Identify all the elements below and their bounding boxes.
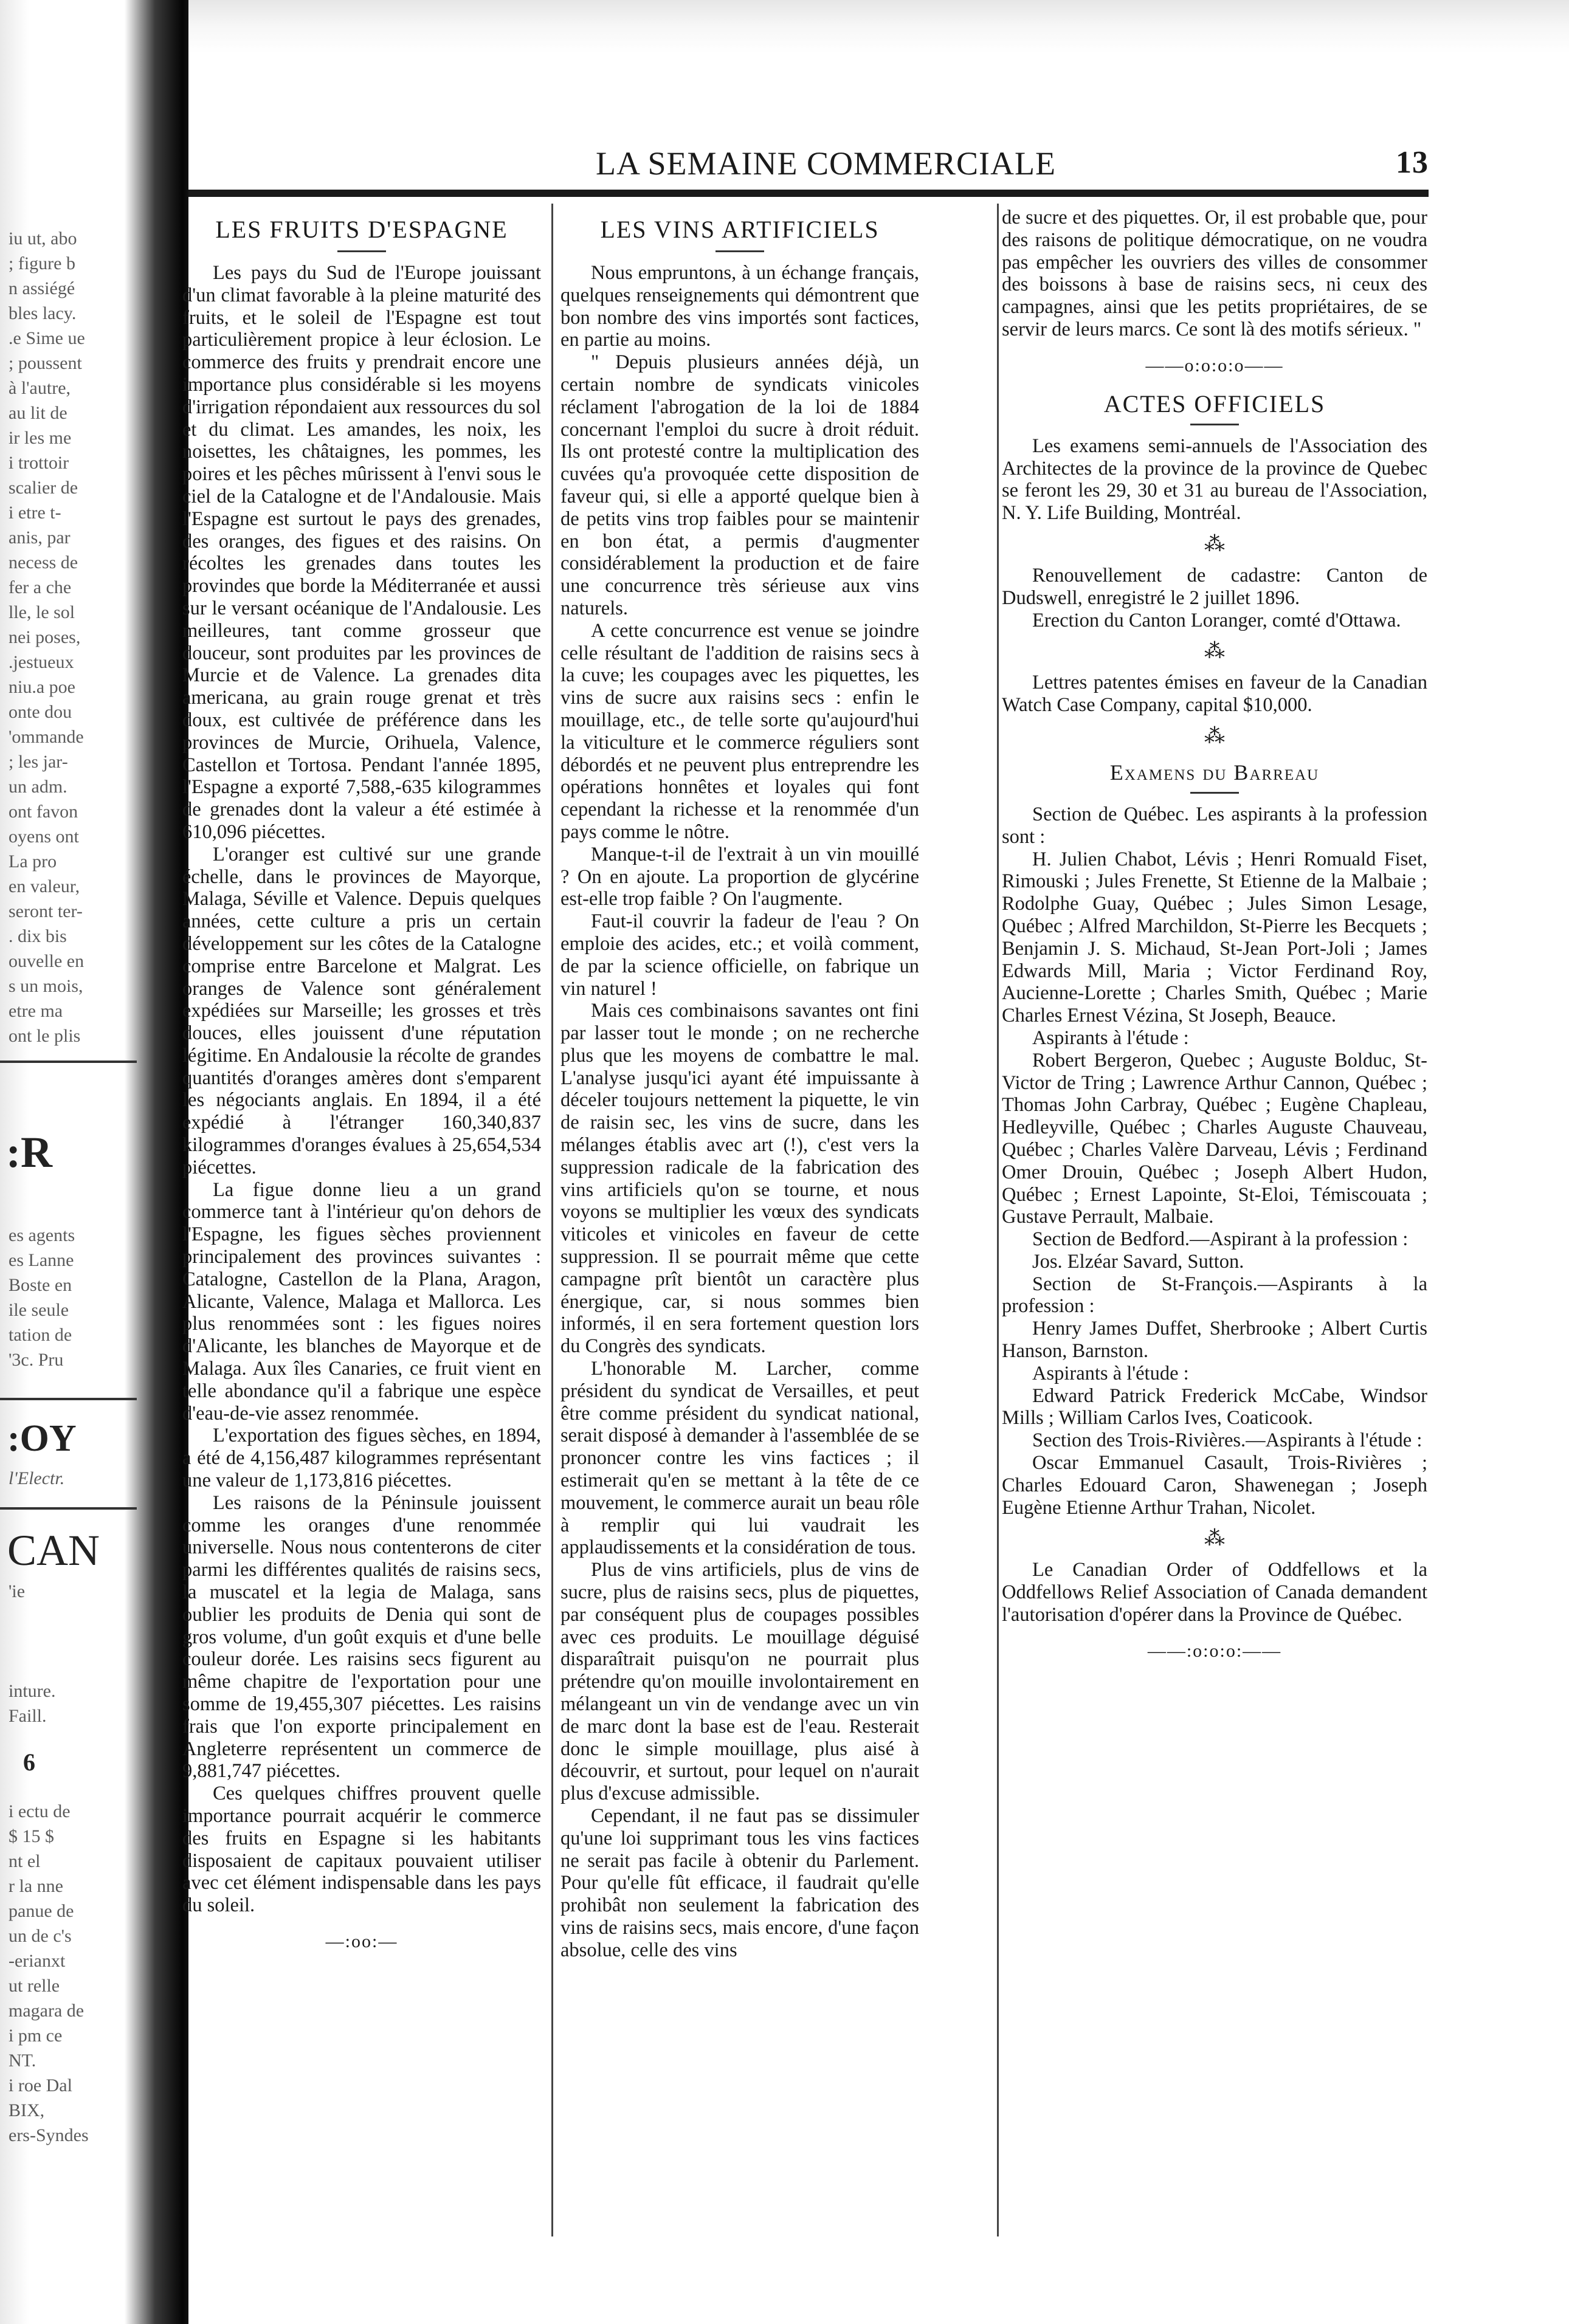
gutter-rule — [0, 1061, 137, 1063]
end-ornament: —:oo:— — [325, 1931, 398, 1951]
gutter-line: r la nne — [9, 1876, 63, 1896]
gutter-rule — [0, 1507, 137, 1510]
gutter-line: i pm ce — [9, 2026, 63, 2046]
paragraph: Section de Québec. Les aspirants à la profession sont : — [1002, 803, 1427, 848]
asterism: ⁂ — [1204, 640, 1225, 663]
paragraph: Edward Patrick Frederick McCabe, Windsor Mills ; William Carlos Ives, Coaticook. — [1002, 1384, 1427, 1429]
gutter-line: es agents — [9, 1225, 75, 1245]
article-continuation: de sucre et des piquettes. Or, il est probable que, pour des raisons de politique démocratique, on ne voudra pas empêcher les ouvriers des villes de consommer des boissons à base de raisins secs, ni ceux des campagnes, ainsi que les petits propriétaires, de se servir de leurs marcs. Ce sont là des motifs sérieux. " — [1002, 207, 1427, 340]
gutter-line: au lit de — [9, 403, 67, 423]
page-number: 13 — [1396, 145, 1429, 180]
column-actes-officiels — [1002, 207, 1427, 1676]
gutter-line: ouvelle en — [9, 951, 84, 971]
asterism: ⁂ — [1204, 724, 1225, 748]
journal-title: LA SEMAINE COMMERCIALE — [596, 145, 1057, 182]
notice-group — [1002, 803, 1427, 1519]
gutter-line: oyens ont — [9, 827, 79, 847]
gutter-line: un adm. — [9, 777, 67, 797]
section-title: ACTES OFFICIELS — [1103, 390, 1326, 418]
gutter-line: nt el — [9, 1851, 41, 1871]
column-vins-artificiels — [560, 207, 919, 1962]
paragraph: Section de St-François.—Aspirants à la profession : — [1002, 1273, 1427, 1318]
paragraph: Robert Bergeron, Quebec ; Auguste Bolduc, St-Victor de Tring ; Lawrence Arthur Cannon, Québec ; Thomas John Carbray, Québec ; Eugène Chapleau, Hedleyville, Québec ; Charles Auguste Chauveau, Québec ; Charles Valère Darveau, Lévis ; Ferdinand Omer Drouin, Québec ; Joseph Albert Hudon, Québec ; Ernest Lapointe, St-Eloi, Témiscouata ; Gustave Perrault, Malbaie. — [1002, 1049, 1427, 1228]
gutter-line: inture. — [9, 1681, 56, 1701]
gutter-heading-six: 6 — [23, 1748, 35, 1776]
gutter-line: l'Electr. — [9, 1468, 65, 1488]
gutter-line: ont le plis — [9, 1026, 81, 1046]
gutter-line: necess de — [9, 552, 78, 572]
column-fruits-espagne — [182, 207, 541, 1967]
article-title: LES VINS ARTIFICIELS — [600, 216, 880, 243]
paragraph: Les examens semi-annuels de l'Association des Architectes de la province de la province de Quebec se feront les 29, 30 et 31 au bureau de l'Association, N. Y. Life Building, Montréal. — [1002, 435, 1427, 524]
paragraph: Plus de vins artificiels, plus de vins de sucre, plus de raisins secs, plus de piquettes, par conséquent plus de coupages possibles avec ces produits. Le mouillage déguisé disparaîtrait puisqu'on ne pourrait plus prétendre qu'on mouille involontairement en mélangeant un vin de vendange avec un vin de marc dont la base est de l'eau. Resterait donc le simple mouillage, plus aisé à découvrir, et surtout, pour lequel on n'aurait plus d'excuse admissible. — [560, 1559, 919, 1805]
gutter-line: lle, le sol — [9, 602, 75, 622]
gutter-line: 'ommande — [9, 727, 84, 747]
paragraph: Lettres patentes émises en faveur de la Canadian Watch Case Company, capital $10,000. — [1002, 672, 1427, 717]
gutter-line: anis, par — [9, 528, 71, 548]
gutter-line: iu ut, abo — [9, 229, 77, 249]
paragraph: Erection du Canton Loranger, comté d'Ottawa. — [1032, 609, 1401, 631]
paragraph: Aspirants à l'étude : — [1032, 1026, 1189, 1049]
column-rule — [997, 204, 999, 2236]
gutter-line: etre ma — [9, 1001, 63, 1021]
gutter-line: La pro — [9, 851, 57, 872]
gutter-line: onte dou — [9, 702, 72, 722]
gutter-line: fer a che — [9, 577, 72, 597]
gutter-line: tation de — [9, 1325, 72, 1345]
paragraph: L'oranger est cultivé sur une grande échelle, dans le provinces de Mayorque, Malaga, Séville et Valence. Depuis quelques années, cette culture a pris un certain développement sur les côtes de la Catalogne comprise entre Barcelone et Malgrat. Les oranges de Valence sont généralement expédiées sur Marseille; les grosses et très douces, elles jouissent d'une réputation légitime. En Andalousie la récolte de grandes quantités d'oranges amères dont s'emparent les négociants anglais. En 1894, il a été expédié à l'étranger 160,340,837 kilogrammes d'oranges évalues à 25,654,534 piécettes. — [182, 843, 541, 1178]
asterism: ⁂ — [1204, 1527, 1225, 1550]
scan-top-edge — [182, 0, 1569, 53]
header-rule — [188, 190, 1429, 197]
gutter-line: '3c. Pru — [9, 1350, 64, 1370]
exam-title: Examens du Barreau — [1109, 760, 1320, 785]
paragraph: L'exportation des figues sèches, en 1894, a été de 4,156,487 kilogrammes représentant une valeur de 1,173,816 piécettes. — [182, 1425, 541, 1492]
notice-group — [1002, 565, 1427, 631]
paragraph: Le Canadian Order of Oddfellows et la Oddfellows Relief Association of Canada demandent l'autorisation d'opérer dans la Province de Québec. — [1002, 1559, 1427, 1626]
gutter-line: panue de — [9, 1901, 74, 1921]
gutter-line: es Lanne — [9, 1250, 74, 1270]
gutter-line: seront ter- — [9, 901, 83, 921]
title-rule — [716, 250, 764, 252]
gutter-heading-r: :R — [6, 1128, 52, 1177]
paragraph: Section de Bedford.—Aspirant à la profession : — [1032, 1228, 1409, 1251]
gutter-line: magara de — [9, 2001, 84, 2021]
gutter-line: Boste en — [9, 1275, 72, 1295]
running-head — [207, 139, 1429, 187]
paragraph: Oscar Emmanuel Casault, Trois-Rivières ; Charles Edouard Caron, Shawenegan ; Joseph Eugène Etienne Arthur Trahan, Nicolet. — [1002, 1452, 1427, 1519]
paragraph: La figue donne lieu a un grand commerce tant à l'intérieur qu'on dehors de l'Espagne, les figues sèches proviennent principalement des provinces suivantes : Catalogne, Castellon de la Plana, Aragon, Alicante, Valence, Malaga et Mallorca. Les plus renommées sont : les figues noires d'Alicante, les blanches de Mayorque et de Malaga. Aux îles Canaries, ce fruit vient en telle abondance qu'il a fabrique une espèce d'eau-de-vie assez renommée. — [182, 1178, 541, 1425]
paragraph: Henry James Duffet, Sherbrooke ; Albert Curtis Hanson, Barnston. — [1002, 1318, 1427, 1363]
gutter-line: nei poses, — [9, 627, 81, 647]
paragraph: H. Julien Chabot, Lévis ; Henri Romuald Fiset, Rimouski ; Jules Frenette, St Etienne de la Malbaie ; Rodolphe Guay, Québec ; Jules Simon Lesage, Québec ; Alfred Marchildon, St-Pierre les Becquets ; Benjamin J. S. Michaud, St-Jean Port-Joli ; James Edwards Mill, Maria ; Victor Ferdinand Roy, Aucienne-Lorette ; Charles Smith, Québec ; Marie Charles Ernest Vézina, St Joseph, Beauce. — [1002, 848, 1427, 1027]
gutter-line: ; figure b — [9, 253, 75, 273]
paragraph: Ces quelques chiffres prouvent quelle importance pourrait acquérir le commerce des fruits en Espagne si les habitants disposaient de capitaux pouvaient utiliser avec cet élément indispensable dans les pays du soleil. — [182, 1783, 541, 1917]
gutter-heading-roy: :OY — [7, 1418, 77, 1459]
paragraph: Mais ces combinaisons savantes ont fini par lasser tout le monde ; on ne recherche plus que les moyens de combattre le mal. L'analyse jusqu'ici ayant été impuissante à déceler toujours nettement la piquette, le vin de raisin sec, les vins de sucre, dans les mélanges établis avec art (!), c'est vers la suppression radicale de la fabrication des vins artificiels qu'on se tourne, et nous voyons se multiplier les vœux des syndicats viticoles et vinicoles en faveur de cette suppression. Il se pourrait même que cette campagne prît bientôt un caractère plus énergique, car, si nous sommes bien informés, il en sera fortement question lors du Congrès des syndicats. — [560, 1000, 919, 1358]
gutter-line: ; poussent — [9, 353, 82, 373]
gutter-line: i roe Dal — [9, 2075, 72, 2095]
gutter-line: niu.a poe — [9, 677, 75, 697]
gutter-line: .e Sime ue — [9, 328, 85, 348]
title-rule — [337, 250, 386, 252]
gutter-line: -erianxt — [9, 1951, 66, 1971]
gutter-line: à l'autre, — [9, 378, 71, 398]
gutter-line: .jestueux — [9, 652, 74, 672]
paragraph: Section des Trois-Rivières.—Aspirants à l'étude : — [1032, 1429, 1422, 1452]
gutter-line: ir les me — [9, 428, 72, 448]
paragraph: L'honorable M. Larcher, comme président du syndicat de Versailles, et peut être comme président du syndicat national, serait disposé à demander à l'assemblée de se prononcer contre les vins factices ; il estimerait qu'en se mettant à la tête de ce mouvement, le commerce aurait un beau rôle à remplir qui lui vaudrait les applaudissements et la considération de tous. — [560, 1358, 919, 1559]
gutter-line: ; les jar- — [9, 752, 68, 772]
notice-group — [1002, 435, 1427, 524]
gutter-line: ut relle — [9, 1976, 60, 1996]
gutter-line: ile seule — [9, 1300, 69, 1320]
gutter-line: ont favon — [9, 802, 78, 822]
gutter-line: en valeur, — [9, 876, 80, 896]
paragraph: Les pays du Sud de l'Europe jouissant d'un climat favorable à la pleine maturité des fruits, et le soleil de l'Espagne est tout particulièrement propice à leur éclosion. Le commerce des fruits y prendrait encore une importance plus considérable si les moyens d'irrigation répondaient aux ressources du sol et du climat. Les amandes, les noix, les noisettes, les châtaignes, les pommes, les poires et les pêches mûrissent à l'envi sous le ciel de la Catalogne et de l'Andalousie. Mais l'Espagne est surtout le pays des grenades, des oranges, des figues et des raisins. On récoltes les grenades dans toutes les provindes que borde la Méditerranée et aussi sur le versant océanique de l'Andalousie. Les meilleures, tant comme grosseur que douceur, sont produites par les provinces de Murcie et de Valence. La grenades dita americana, au grain rouge grenat et très doux, est cultivée de préférence dans les provinces de Murcie, Orihuela, Valence, Castellon et Tortosa. Pendant l'année 1895, l'Espagne a exporté 7,588,-635 kilogrammes de grenades dont la valeur a été estimée à 610,096 piécettes. — [182, 262, 541, 843]
paragraph: Manque-t-il de l'extrait à un vin mouillé ? On en ajoute. La proportion de glycérine est-elle trop faible ? On l'augmente. — [560, 843, 919, 910]
paragraph: Cependant, il ne faut pas se dissimuler qu'une loi supprimant tous les vins factices ne serait pas facile à obtenir du Parlement. Pour qu'elle fût efficace, il faudrait qu'elle prohibât non seulement la fabrication des vins de raisins secs, mais encore, d'une façon absolue, celle des vins — [560, 1804, 919, 1961]
gutter-line: i etre t- — [9, 503, 61, 523]
gutter-line: ers-Syndes — [9, 2125, 89, 2145]
paragraph: Jos. Elzéar Savard, Sutton. — [1032, 1250, 1244, 1273]
gutter-line: i trottoir — [9, 453, 69, 473]
gutter-line: n assiégé — [9, 278, 75, 298]
separator-ornament: ——o:o:o:o—— — [1145, 355, 1284, 376]
asterism: ⁂ — [1204, 532, 1225, 555]
gutter-line: s un mois, — [9, 976, 83, 996]
title-rule — [1190, 792, 1239, 794]
paragraph: A cette concurrence est venue se joindre celle résultant de l'addition de raisins secs à la cuve; les coupages avec les piquettes, les vins de sucre aux raisins secs : enfin le mouillage, etc., de telle sorte qu'aujourd'hui la viticulture et le commerce réguliers sont débordés et ne peuvent plus entreprendre les opérations honnêtes et loyales qui font cependant la richesse et la renommée d'un pays comme le nôtre. — [560, 619, 919, 843]
adjacent-page-gutter — [0, 0, 188, 2324]
article-title: LES FRUITS D'ESPAGNE — [215, 216, 508, 243]
gutter-line: Faill. — [9, 1706, 47, 1726]
gutter-rule — [0, 1398, 137, 1400]
gutter-line: i ectu de — [9, 1801, 71, 1821]
end-ornament: ——:o:o:o:—— — [1147, 1640, 1282, 1661]
gutter-heading-can: CAN — [7, 1526, 100, 1575]
paragraph: " Depuis plusieurs années déjà, un certain nombre de syndicats vinicoles réclament l'abrogation de la loi de 1884 concernant l'emploi du sucre à droit réduit. Ils ont protesté contre la multiplication des cuvées qu'a provoquée cette disposition de faveur qui, si elle a apporté quelque bien à de petits vins trop faibles pour se maintenir en bon état, a permis d'augmenter considérablement la production et de faire une concurrence très sérieuse aux vins naturels. — [560, 351, 919, 619]
gutter-line: $ 15 $ — [9, 1826, 54, 1846]
title-rule — [1190, 424, 1239, 425]
article-body — [560, 262, 919, 1962]
gutter-line: scalier de — [9, 478, 78, 498]
column-rule — [551, 204, 553, 2236]
paragraph: Faut-il couvrir la fadeur de l'eau ? On emploie des acides, etc.; et voilà comment, de par la science officielle, on fabrique un vin naturel ! — [560, 910, 919, 1000]
paragraph: Les raisons de la Péninsule jouissent comme les oranges d'une renommée universelle. Nous nous contenterons de citer parmi les différentes qualités de raisins secs, la muscatel et la legia de Malaga, sans oublier les produits de Denia qui sont de gros volume, d'un goût exquis et d'une belle couleur dorée. Les raisins secs figurent au même chapitre de l'exportation pour une somme de 19,455,307 piécettes. Les raisins frais que l'on exporte principalement en Angleterre représentent un commerce de 9,881,747 piécettes. — [182, 1491, 541, 1783]
paragraph: Aspirants à l'étude : — [1032, 1362, 1189, 1384]
gutter-line: 'ie — [9, 1581, 26, 1601]
gutter-line: NT. — [9, 2051, 36, 2071]
notice-group — [1002, 1559, 1427, 1626]
gutter-line: un de c's — [9, 1926, 72, 1946]
paragraph: Renouvellement de cadastre: Canton de Dudswell, enregistré le 2 juillet 1896. — [1002, 564, 1427, 609]
article-body — [182, 262, 541, 1917]
paragraph: Nous empruntons, à un échange français, quelques renseignements qui démontrent que bon nombre des vins importés sont factices, en partie au moins. — [560, 262, 919, 351]
gutter-line: BIX, — [9, 2100, 45, 2120]
notice-group — [1002, 672, 1427, 717]
gutter-line: bles lacy. — [9, 303, 77, 323]
gutter-line: . dix bis — [9, 926, 67, 946]
